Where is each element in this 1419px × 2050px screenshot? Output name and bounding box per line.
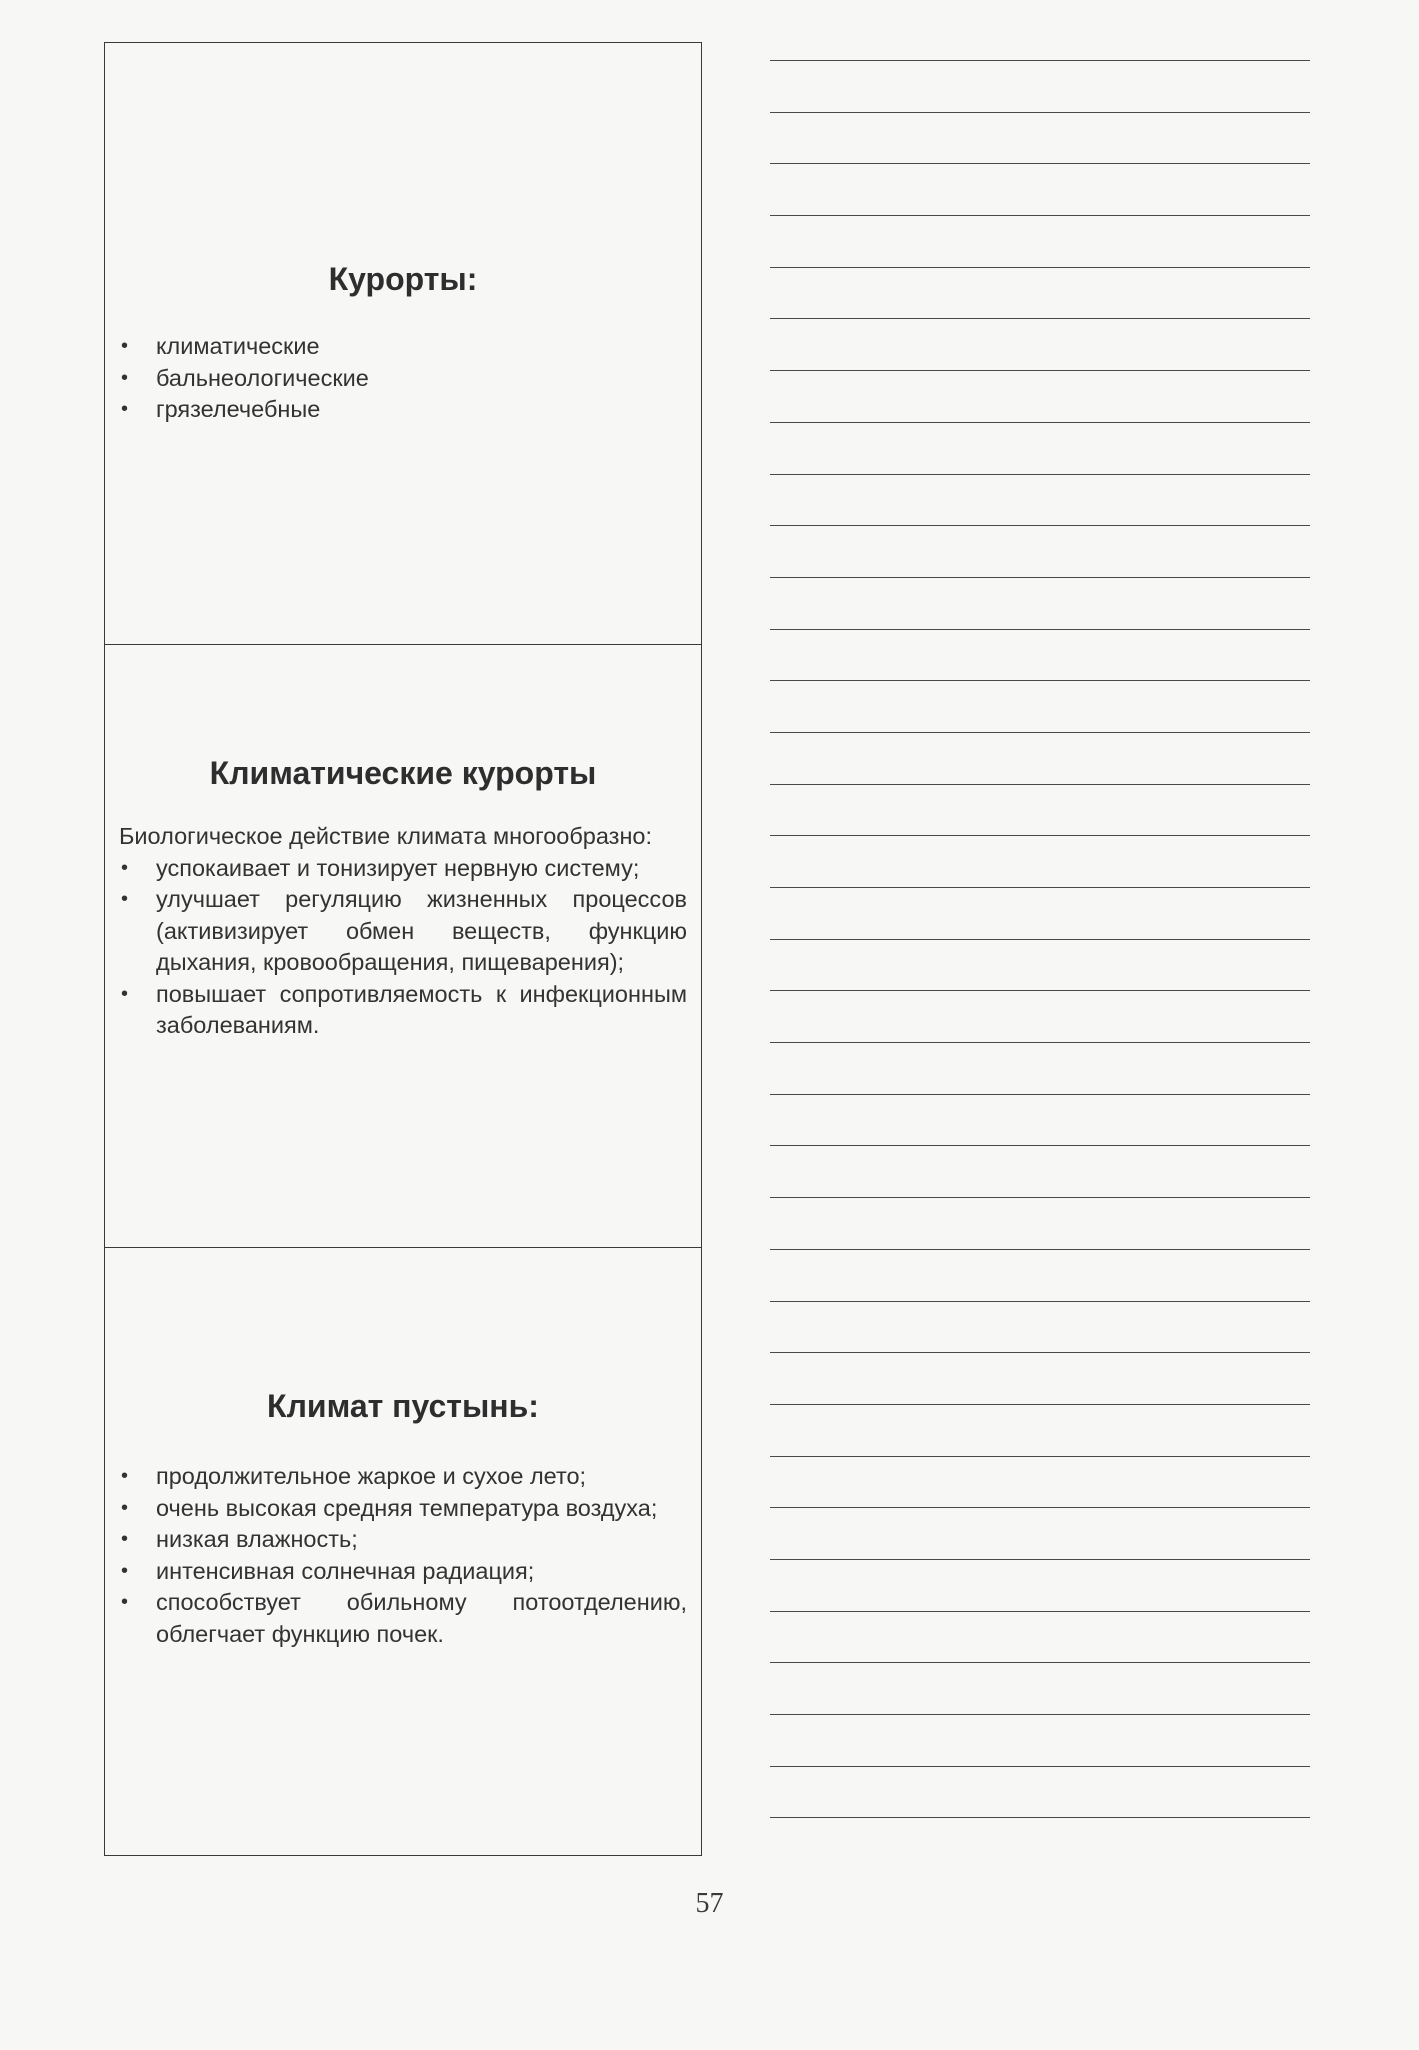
note-line	[770, 1145, 1310, 1146]
card-content	[119, 331, 687, 426]
note-line	[770, 680, 1310, 681]
note-line	[770, 318, 1310, 319]
note-line	[770, 1611, 1310, 1612]
card-content	[119, 1461, 687, 1650]
list-item: • улучшает регуляцию жизненных процессов (активизирует обмен веществ, функцию дыхания, кровообращения, пищеварения);	[119, 884, 687, 979]
list-item: • бальнеологические	[119, 363, 687, 395]
note-line	[770, 577, 1310, 578]
card-desert-climate	[105, 1247, 701, 1854]
note-line	[770, 1404, 1310, 1405]
bullet-list	[119, 853, 687, 1042]
card-resorts	[105, 43, 701, 644]
note-line	[770, 163, 1310, 164]
note-line	[770, 1249, 1310, 1250]
note-line	[770, 939, 1310, 940]
note-line	[770, 1094, 1310, 1095]
list-item: • способствует обильному потоотделению, облегчает функцию почек.	[119, 1587, 687, 1650]
note-line	[770, 525, 1310, 526]
note-line	[770, 835, 1310, 836]
list-item: • интенсивная солнечная радиация;	[119, 1556, 687, 1588]
list-item: • продолжительное жаркое и сухое лето;	[119, 1461, 687, 1493]
note-line	[770, 784, 1310, 785]
card-title: Климатические курорты	[209, 755, 597, 791]
note-line	[770, 1766, 1310, 1767]
note-line	[770, 1507, 1310, 1508]
note-line	[770, 732, 1310, 733]
list-item: • повышает сопротивляемость к инфекционным заболеваниям.	[119, 979, 687, 1042]
note-line	[770, 887, 1310, 888]
note-line	[770, 215, 1310, 216]
note-line	[770, 990, 1310, 991]
list-item: • низкая влажность;	[119, 1524, 687, 1556]
note-line	[770, 60, 1310, 61]
note-line	[770, 267, 1310, 268]
note-line	[770, 1456, 1310, 1457]
card-title: Курорты:	[328, 261, 478, 297]
note-line	[770, 1559, 1310, 1560]
card-climatic-resorts	[105, 644, 701, 1247]
card-intro: Биологическое действие климата многообразно:	[119, 823, 653, 849]
note-line	[770, 1714, 1310, 1715]
note-lines	[770, 60, 1310, 1869]
card-title: Климат пустынь:	[267, 1388, 539, 1424]
list-item: • очень высокая средняя температура воздуха;	[119, 1493, 687, 1525]
note-line	[770, 112, 1310, 113]
card-column	[104, 42, 702, 1856]
card-content	[119, 821, 687, 1042]
note-line	[770, 1301, 1310, 1302]
note-line	[770, 1817, 1310, 1818]
note-line	[770, 1352, 1310, 1353]
note-line	[770, 422, 1310, 423]
bullet-list	[119, 1461, 687, 1650]
note-line	[770, 1042, 1310, 1043]
note-line	[770, 1197, 1310, 1198]
list-item: • грязелечебные	[119, 394, 687, 426]
bullet-list	[119, 331, 687, 426]
note-line	[770, 370, 1310, 371]
note-line	[770, 474, 1310, 475]
list-item: • успокаивает и тонизирует нервную систему;	[119, 853, 687, 885]
note-line	[770, 629, 1310, 630]
note-line	[770, 1662, 1310, 1663]
page-number: 57	[695, 1888, 724, 1919]
list-item: • климатические	[119, 331, 687, 363]
